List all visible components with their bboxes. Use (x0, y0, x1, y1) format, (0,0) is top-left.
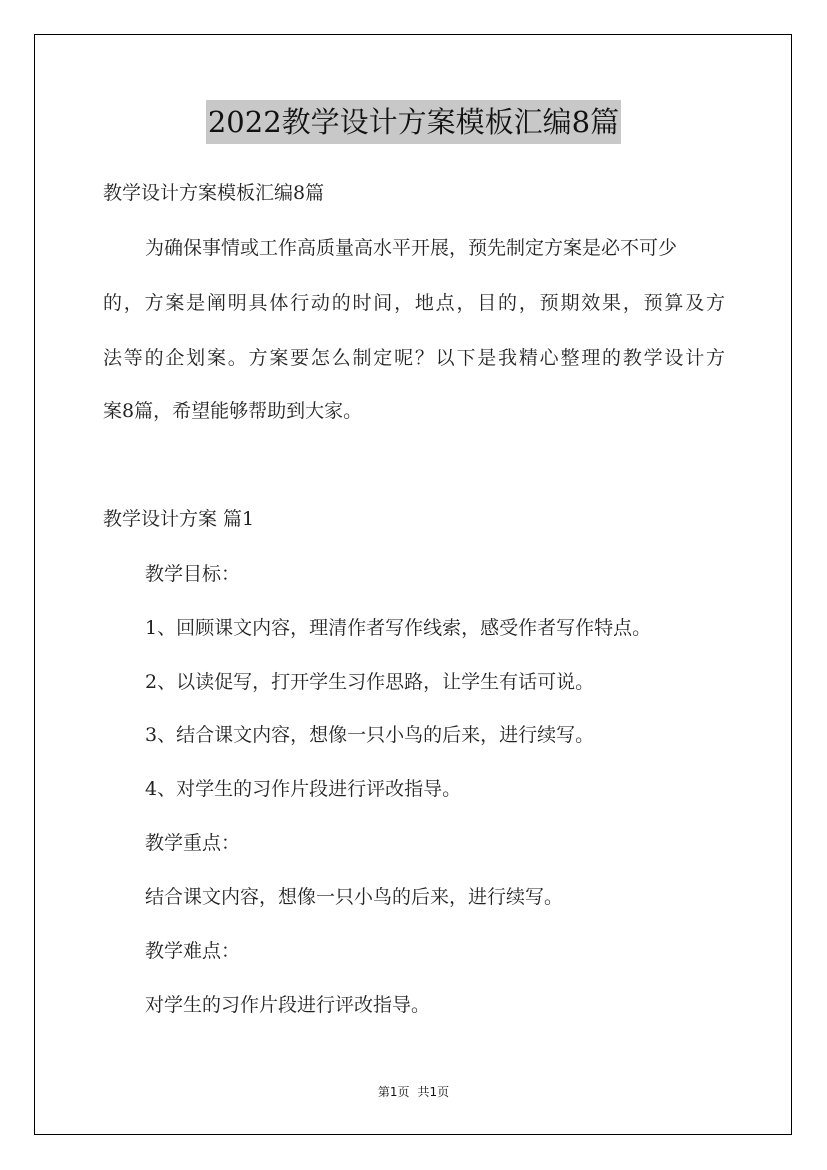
intro-line-4: 案8篇，希望能够帮助到大家。 (103, 400, 363, 422)
goal-item-3: 3、结合课文内容，想像一只小鸟的后来，进行续写。 (145, 724, 595, 746)
section-heading: 教学设计方案 篇1 (103, 508, 255, 530)
document-subtitle: 教学设计方案模板汇编8篇 (103, 182, 325, 204)
goal-item-2: 2、以读促写，打开学生习作思路，让学生有话可说。 (145, 671, 595, 693)
document-title-text: 2022教学设计方案模板汇编8篇 (206, 100, 621, 144)
page-footer (0, 1084, 827, 1100)
goals-label: 教学目标： (145, 563, 241, 585)
key-point-text: 结合课文内容，想像一只小鸟的后来，进行续写。 (145, 886, 564, 908)
intro-line-1: 为确保事情或工作高质量高水平开展，预先制定方案是必不可少 (145, 237, 678, 259)
intro-line-3: 法等的企划案。方案要怎么制定呢？以下是我精心整理的教学设计方 (103, 347, 725, 369)
goal-item-1: 1、回顾课文内容，理清作者写作线索，感受作者写作特点。 (145, 617, 652, 639)
difficulty-text: 对学生的习作片段进行评改指导。 (145, 994, 431, 1016)
document-title (0, 100, 827, 144)
intro-line-2: 的，方案是阐明具体行动的时间，地点，目的，预期效果，预算及方 (103, 292, 725, 314)
page-number-total: 共1页 (417, 1085, 450, 1099)
difficulty-label: 教学难点： (145, 940, 241, 962)
page-number-current: 第1页 (377, 1085, 410, 1099)
goal-item-4: 4、对学生的习作片段进行评改指导。 (145, 778, 462, 800)
key-point-label: 教学重点： (145, 832, 241, 854)
